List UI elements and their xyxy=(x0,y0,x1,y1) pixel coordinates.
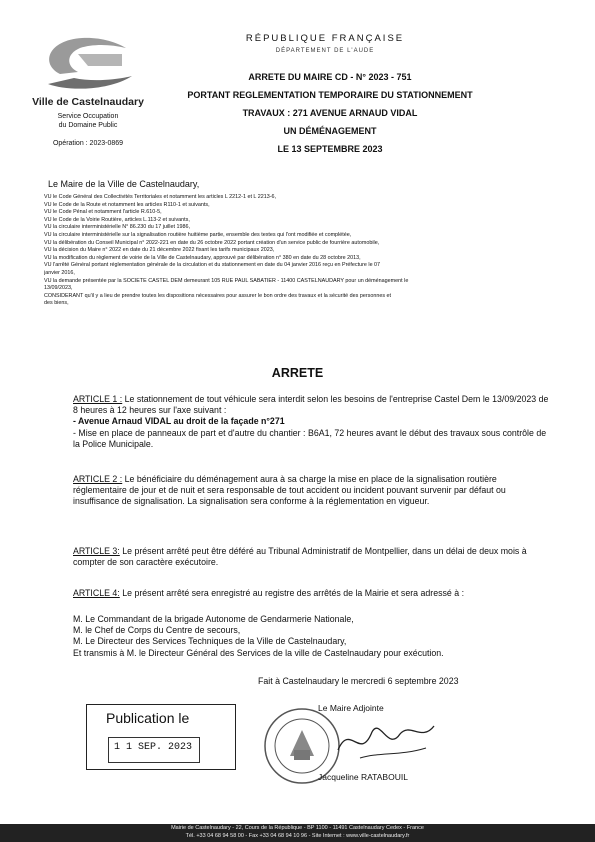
vu-line: VU la demande présentée par la SOCIETE CASTEL DEM demeurant 105 RUE PAUL SABATIER - 11400 CASTELNAUDARY pour un déménagement le xyxy=(44,277,409,284)
article-1-text: Le stationnement de tout véhicule sera interdit selon les besoins de l'entreprise Castel Dem le 13/09/2023 de 8 heures à 12 heures sur l'axe suivant : xyxy=(73,394,549,416)
decree-subject: PORTANT REGLEMENTATION TEMPORAIRE DU STATIONNEMENT xyxy=(187,90,473,100)
operation-number: Opération : 2023-0869 xyxy=(52,140,124,147)
decree-type: UN DÉMÉNAGEMENT xyxy=(283,126,377,136)
city-name: Ville de Castelnaudary xyxy=(32,96,144,108)
signatory-role: Le Maire Adjointe xyxy=(318,703,384,713)
decree-works: TRAVAUX : 271 AVENUE ARNAUD VIDAL xyxy=(242,108,418,118)
article-4-text: Le présent arrêté sera enregistré au registre des arrêtés de la Mairie et sera adressé à : xyxy=(119,588,465,598)
article-3-label: ARTICLE 3: xyxy=(73,546,120,556)
article-4 xyxy=(73,588,553,599)
vu-line: VU la modification du règlement de voirie de la Ville de Castelnaudary, approuvé par délibération n° 380 en date du 28 octobre 2013, xyxy=(44,254,361,261)
recipient-item: M. Le Directeur des Services Techniques de la Ville de Castelnaudary, xyxy=(73,636,347,647)
publication-label: Publication le xyxy=(106,710,190,726)
article-3-text: Le présent arrêté peut être déféré au Tribunal Administratif de Montpellier, dans un délai de deux mois à compter de son caractère exécutoire. xyxy=(73,546,527,568)
recipient-list xyxy=(73,614,553,659)
vu-line: des biens, xyxy=(44,300,69,307)
decree-number: ARRETE DU MAIRE CD - N° 2023 - 751 xyxy=(248,72,412,82)
vu-line: VU la délibération du Conseil Municipal n° 2022-221 en date du 26 octobre 2022 portant création d'un service public de fourrière automobile, xyxy=(44,239,380,246)
republic-heading: RÉPUBLIQUE FRANÇAISE xyxy=(245,33,405,44)
article-2-text: Le bénéficiaire du déménagement aura à sa charge la mise en place de la signalisation routière réglementaire de jour et de nuit et sera responsable de tout accident ou incident pouvant survenir par défaut ou insuffisance de signalisation. La signalisation sera conforme à la réglementation en vigueur. xyxy=(73,474,506,507)
article-1-item-2: - Mise en place de panneaux de part et d'autre du chantier : B6A1, 72 heures avant le début des travaux sous contrôle de la Police Municipale. xyxy=(73,427,547,449)
decree-date: LE 13 SEPTEMBRE 2023 xyxy=(277,144,383,154)
vu-line: VU la circulaire interministérielle N° 86.230 du 17 juillet 1986, xyxy=(44,224,190,231)
legal-references xyxy=(44,194,559,308)
recipient-item: M. Le Commandant de la brigade Autonome de Gendarmerie Nationale, xyxy=(73,614,354,624)
city-logo xyxy=(30,32,140,92)
article-1-label: ARTICLE 1 : xyxy=(73,394,123,404)
vu-line: CONSIDERANT qu'il y a lieu de prendre toutes les dispositions nécessaires pour assurer le bon ordre des travaux et la sécurité des personnes et xyxy=(44,292,392,299)
vu-line: VU le Code Général des Collectivités Territoriales et notamment les articles L 2212-1 et L 2213-6, xyxy=(44,194,277,200)
vu-line: VU la décision du Maire n° 2022 en date du 21 décembre 2022 fixant les tarifs municipaux 2023, xyxy=(44,247,275,254)
handwritten-signature xyxy=(330,712,440,767)
vu-line: VU la circulaire interministérielle sur la signalisation routière huitième partie, ensemble des textes qui l'ont modifiée et complétée, xyxy=(44,231,352,238)
signatory-name: Jacqueline RATABOUIL xyxy=(318,772,408,782)
article-1-item-1: - Avenue Arnaud VIDAL au droit de la façade n°271 xyxy=(73,416,285,427)
vu-line: VU le Code de la Route et notamment les articles R110-1 et suivants, xyxy=(44,201,210,208)
article-2-label: ARTICLE 2 : xyxy=(73,474,123,484)
recipient-item: Et transmis à M. le Directeur Général des Services de la ville de Castelnaudary pour exécution. xyxy=(73,647,444,658)
vu-line: janvier 2016, xyxy=(44,269,75,276)
footer-contact: Tél. +33 04 68 94 58 00 - Fax +33 04 68 94 10 96 - Site Internet : www.ville-castelnaudary.fr xyxy=(185,833,410,839)
page-footer xyxy=(0,824,595,842)
arrete-heading: ARRETE xyxy=(271,366,324,380)
service-name: Service Occupation du Domaine Public xyxy=(57,113,119,129)
mayor-intro: Le Maire de la Ville de Castelnaudary, xyxy=(48,179,200,189)
vu-line: VU le Code Pénal et notamment l'article R.610-5, xyxy=(44,209,162,216)
vu-line: VU le Code de la Voirie Routière, articles L.113-2 et suivants, xyxy=(44,216,190,223)
article-1 xyxy=(73,394,553,450)
article-4-label: ARTICLE 4: xyxy=(73,588,120,598)
vu-line: VU l'arrêté Général portant réglementation générale de la circulation et du stationnement en date du 04 janvier 2016 reçu en Préfecture le 07 xyxy=(44,262,381,269)
department-heading: DÉPARTEMENT DE L'AUDE xyxy=(275,48,375,54)
vu-line: 13/09/2023, xyxy=(44,285,73,292)
publication-date: 1 1 SEP. 2023 xyxy=(113,742,192,753)
footer-address: Mairie de Castelnaudary - 22, Cours de la République - BP 1100 - 11491 Castelnaudary Cedex - France xyxy=(171,825,424,831)
article-3 xyxy=(73,546,553,568)
article-2 xyxy=(73,474,553,508)
recipient-item: M. le Chef de Corps du Centre de secours, xyxy=(73,625,241,636)
place-date: Fait à Castelnaudary le mercredi 6 septembre 2023 xyxy=(258,676,459,686)
